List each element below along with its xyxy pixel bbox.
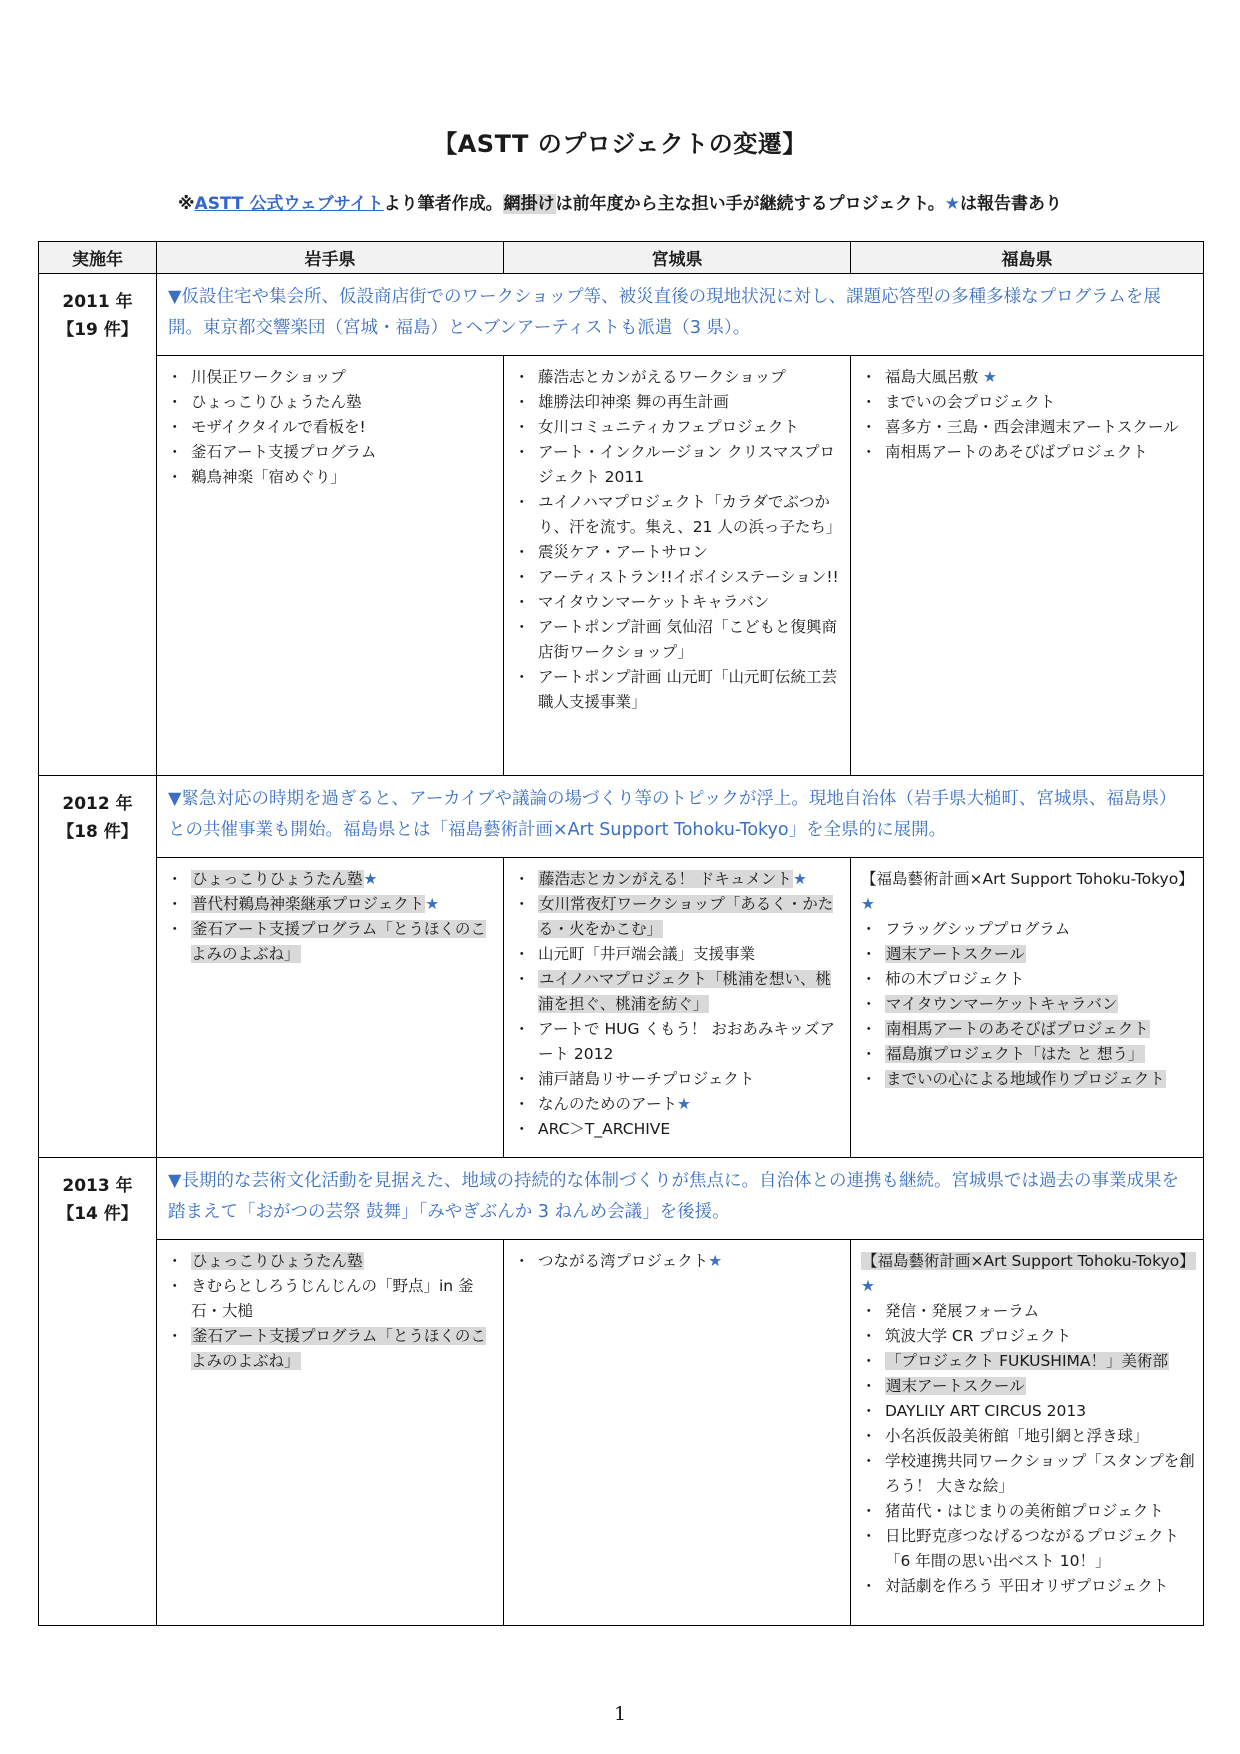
project-name: 釜石アート支援プログラム「とうほくのこよみのよぶね」 — [191, 920, 486, 963]
report-star-icon: ★ — [363, 870, 378, 888]
project-name: つながる湾プロジェクト — [538, 1252, 709, 1270]
project-name: 藤浩志とカンがえる！ ドキュメント — [539, 870, 792, 888]
project-item — [514, 415, 844, 440]
star-legend-icon: ★ — [944, 194, 960, 214]
project-item — [861, 1017, 1197, 1042]
header-row — [39, 242, 1204, 274]
projects-miyagi — [504, 356, 851, 776]
year-projects-row — [39, 1240, 1204, 1626]
projects-miyagi — [504, 858, 851, 1158]
subtitle-mid: より筆者作成。 — [383, 194, 503, 214]
project-item — [514, 892, 844, 942]
project-item — [167, 440, 497, 465]
report-star-icon: ★ — [677, 1095, 691, 1113]
project-name: DAYLILY ART CIRCUS 2013 — [885, 1402, 1087, 1420]
project-name: なんのためのアート — [538, 1095, 678, 1113]
project-list-miyagi — [514, 1249, 844, 1274]
page-number: 1 — [613, 1703, 627, 1725]
project-item — [514, 967, 844, 1017]
project-name: 学校連携共同ワークショップ「スタンプを創ろう！ 大きな絵」 — [885, 1452, 1195, 1495]
project-name: 筑波大学 CR プロジェクト — [885, 1327, 1072, 1345]
program-group-heading — [861, 867, 1197, 917]
project-item — [514, 440, 844, 490]
project-name: 小名浜仮設美術館「地引網と浮き球」 — [885, 1427, 1149, 1445]
project-item — [514, 867, 844, 892]
project-item — [861, 390, 1197, 415]
project-item — [861, 1449, 1197, 1499]
project-list-fukushima — [861, 1299, 1197, 1599]
project-item — [167, 365, 497, 390]
year-summary-row — [39, 776, 1204, 858]
year-label: 2011 年 — [62, 292, 133, 312]
year-cell — [39, 1158, 157, 1626]
project-list-miyagi — [514, 365, 844, 715]
project-item — [514, 1249, 844, 1274]
project-item — [514, 1092, 844, 1117]
project-item — [861, 1067, 1197, 1092]
project-item — [167, 1249, 497, 1274]
shade-legend: 網掛け — [503, 194, 555, 214]
project-name: までいの心による地域作りプロジェクト — [886, 1070, 1165, 1088]
year-summary: ▼仮設住宅や集会所、仮設商店街でのワークショップ等、被災直後の現地状況に対し、課題応答型の多種多様なプログラムを展開。東京都交響楽団（宮城・福島）とヘブンアーティストも派遣（3 県）。 — [157, 274, 1204, 356]
header-iwate: 岩手県 — [157, 242, 504, 274]
year-cell — [39, 776, 157, 1158]
project-name: アートで HUG くもう！ おおあみキッズアート 2012 — [538, 1020, 836, 1063]
project-name: 柿の木プロジェクト — [885, 970, 1025, 988]
report-star-icon: ★ — [708, 1252, 723, 1270]
projects-iwate — [157, 858, 504, 1158]
year-summary: ▼長期的な芸術文化活動を見据えた、地域の持続的な体制づくりが焦点に。自治体との連携も継続。宮城県では過去の事業成果を踏まえて「おがつの芸祭 鼓舞」「みやぎぶんか 3 ねんめ会議」を後援。 — [157, 1158, 1204, 1240]
project-name: 鵜鳥神楽「宿めぐり」 — [191, 468, 347, 486]
project-name: 発信・発展フォーラム — [885, 1302, 1040, 1320]
year-summary-row — [39, 274, 1204, 356]
project-name: マイタウンマーケットキャラバン — [886, 995, 1118, 1013]
project-item — [861, 1399, 1197, 1424]
header-miyagi: 宮城県 — [504, 242, 851, 274]
project-name: 釜石アート支援プログラム「とうほくのこよみのよぶね」 — [191, 1327, 486, 1370]
project-name: 南相馬アートのあそびばプロジェクト — [886, 1020, 1149, 1038]
project-list-fukushima — [861, 917, 1197, 1092]
project-name: ひょっこりひょうたん塾 — [192, 1252, 363, 1270]
project-name: モザイクタイルで看板を! — [191, 418, 366, 436]
project-name: 震災ケア・アートサロン — [538, 543, 709, 561]
project-list-iwate — [167, 365, 497, 490]
project-name: 釜石アート支援プログラム — [191, 443, 377, 461]
project-item — [514, 942, 844, 967]
project-item — [861, 942, 1197, 967]
project-item — [514, 1117, 844, 1142]
project-name: 喜多方・三島・西会津週末アートスクール — [885, 418, 1179, 436]
project-name: ARC＞T_ARCHIVE — [538, 1120, 671, 1138]
project-name: 川俣正ワークショップ — [191, 368, 346, 386]
project-item — [167, 465, 497, 490]
project-item — [514, 540, 844, 565]
project-item — [167, 415, 497, 440]
project-name: ユイノハマプロジェクト「桃浦を想い、桃浦を担ぐ、桃浦を紡ぐ」 — [538, 970, 832, 1013]
project-item — [861, 1324, 1197, 1349]
project-item — [861, 1349, 1197, 1374]
project-name: きむらとしろうじんじんの「野点」in 釜石・大槌 — [191, 1277, 474, 1320]
project-name: アーティストラン!!イボイシステーション!! — [538, 568, 839, 586]
project-item — [167, 917, 497, 967]
projects-fukushima — [851, 1240, 1204, 1626]
report-star-icon: ★ — [861, 895, 875, 913]
project-item — [861, 992, 1197, 1017]
project-item — [514, 490, 844, 540]
projects-iwate — [157, 356, 504, 776]
project-count: 【18 件】 — [57, 822, 138, 842]
project-name: 山元町「井戸端会議」支援事業 — [538, 945, 756, 963]
project-item — [861, 1374, 1197, 1399]
project-item — [167, 1274, 497, 1324]
project-name: アートポンプ計画 山元町「山元町伝統工芸職人支援事業」 — [538, 668, 837, 711]
project-count: 【19 件】 — [57, 320, 138, 340]
project-list-miyagi — [514, 867, 844, 1142]
project-item — [861, 917, 1197, 942]
project-name: 普代村鵜鳥神楽継承プロジェクト — [192, 895, 425, 913]
project-item — [167, 867, 497, 892]
project-name: 女川コミュニティカフェプロジェクト — [538, 418, 799, 436]
project-name: 対話劇を作ろう 平田オリザプロジェクト — [885, 1577, 1169, 1595]
project-item — [861, 415, 1197, 440]
project-list-iwate — [167, 1249, 497, 1374]
website-link[interactable]: ASTT 公式ウェブサイト — [194, 194, 384, 214]
project-name: 「プロジェクト FUKUSHIMA！」美術部 — [886, 1352, 1169, 1370]
subtitle-prefix: ※ — [178, 194, 195, 214]
project-item — [514, 665, 844, 715]
project-name: ひょっこりひょうたん塾 — [191, 393, 362, 411]
project-item — [861, 1499, 1197, 1524]
year-summary-row — [39, 1158, 1204, 1240]
project-count: 【14 件】 — [57, 1204, 138, 1224]
project-item — [514, 1017, 844, 1067]
project-name: 福島大風呂敷 — [885, 368, 979, 386]
project-list-fukushima — [861, 365, 1197, 465]
project-name: 女川常夜灯ワークショップ「あるく・かたる・火をかこむ」 — [538, 895, 834, 938]
header-fukushima: 福島県 — [851, 242, 1204, 274]
project-item — [514, 615, 844, 665]
projects-fukushima — [851, 858, 1204, 1158]
project-item — [514, 390, 844, 415]
year-cell — [39, 274, 157, 776]
project-item — [514, 590, 844, 615]
project-name: までいの会プロジェクト — [885, 393, 1056, 411]
project-item — [861, 1524, 1197, 1574]
project-item — [861, 1042, 1197, 1067]
program-group-title: 【福島藝術計画×Art Support Tohoku-Tokyo】 — [862, 1252, 1195, 1270]
document-subtitle — [0, 189, 1240, 214]
project-table — [38, 241, 1204, 1626]
project-name: ひょっこりひょうたん塾 — [192, 870, 363, 888]
project-item — [861, 365, 1197, 390]
year-summary: ▼緊急対応の時期を過ぎると、アーカイブや議論の場づくり等のトピックが浮上。現地自治体（岩手県大槌町、宮城県、福島県）との共催事業も開始。福島県とは「福島藝術計画×Art Support Tohoku-Tokyo」を全県的に展開。 — [157, 776, 1204, 858]
project-item — [861, 440, 1197, 465]
year-label: 2013 年 — [62, 1176, 133, 1196]
project-item — [514, 365, 844, 390]
document-title: 【ASTT のプロジェクトの変遷】 — [433, 130, 807, 158]
project-item — [167, 390, 497, 415]
projects-miyagi — [504, 1240, 851, 1626]
project-name: 週末アートスクール — [886, 1377, 1025, 1395]
project-item — [861, 1299, 1197, 1324]
subtitle-mid2: は前年度から主な担い手が継続するプロジェクト。 — [555, 194, 945, 214]
header-year: 実施年 — [39, 242, 157, 274]
subtitle-suffix: は報告書あり — [959, 194, 1062, 214]
report-star-icon: ★ — [425, 895, 440, 913]
project-name: ユイノハマプロジェクト「カラダでぶつかり、汗を流す。集え、21 人の浜っ子たち」 — [538, 493, 842, 536]
project-name: 藤浩志とカンがえるワークショップ — [538, 368, 786, 386]
project-item — [167, 892, 497, 917]
project-item — [861, 1424, 1197, 1449]
project-item — [514, 565, 844, 590]
report-star-icon: ★ — [861, 1277, 875, 1295]
project-item — [167, 1324, 497, 1374]
project-name: アート・インクルージョン クリスマスプロジェクト 2011 — [538, 443, 835, 486]
project-name: 南相馬アートのあそびばプロジェクト — [885, 443, 1148, 461]
project-name: 日比野克彦つなげるつながるプロジェクト「6 年間の思い出ベスト 10！」 — [885, 1527, 1180, 1570]
project-name: 福島旗プロジェクト「はた と 想う」 — [886, 1045, 1144, 1063]
projects-fukushima — [851, 356, 1204, 776]
project-name: アートポンプ計画 気仙沼「こどもと復興商店街ワークショップ」 — [538, 618, 837, 661]
year-projects-row — [39, 356, 1204, 776]
report-star-icon: ★ — [792, 870, 807, 888]
project-item — [861, 967, 1197, 992]
program-group-heading — [861, 1249, 1197, 1299]
project-name: 猪苗代・はじまりの美術館プロジェクト — [885, 1502, 1164, 1520]
project-list-iwate — [167, 867, 497, 967]
report-star-icon: ★ — [978, 368, 997, 386]
project-name: 浦戸諸島リサーチプロジェクト — [538, 1070, 755, 1088]
project-name: マイタウンマーケットキャラバン — [538, 593, 770, 611]
project-name: フラッグシッププログラム — [885, 920, 1071, 938]
year-label: 2012 年 — [62, 794, 133, 814]
program-group-title: 【福島藝術計画×Art Support Tohoku-Tokyo】 — [861, 870, 1194, 888]
projects-iwate — [157, 1240, 504, 1626]
year-projects-row — [39, 858, 1204, 1158]
project-item — [514, 1067, 844, 1092]
project-name: 週末アートスクール — [886, 945, 1025, 963]
project-name: 雄勝法印神楽 舞の再生計画 — [538, 393, 729, 411]
project-item — [861, 1574, 1197, 1599]
